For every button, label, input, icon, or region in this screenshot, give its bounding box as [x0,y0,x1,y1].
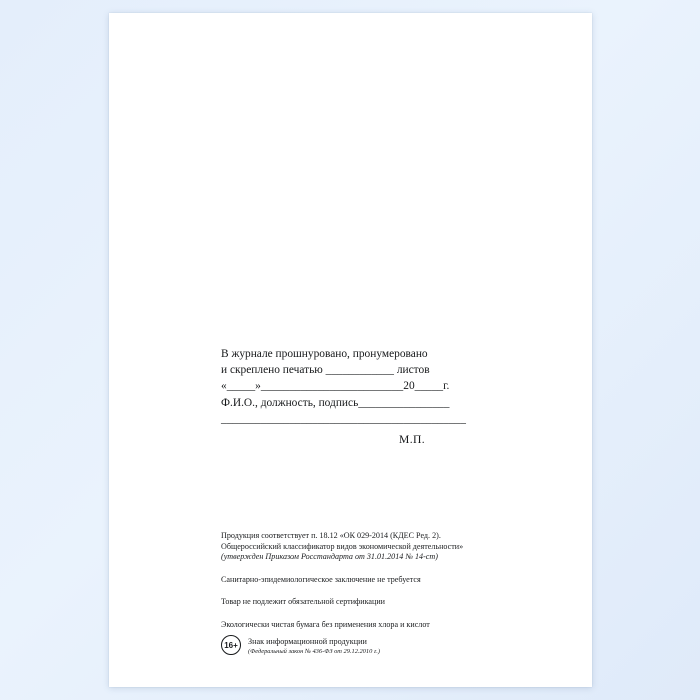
okved-line-2: Общероссийский классификатор видов экономической деятельности» [221,541,464,551]
seal-mark-label: М.П. [399,433,426,446]
age-rating-badge-icon: 16+ [221,635,241,655]
age-rating-texts [248,635,380,656]
eco-paper-notice: Экологически чистая бумага без применения хлора и кислот [221,619,430,629]
certification-statement-block [221,346,521,427]
age-rating-law-note: (Федеральный закон № 436-ФЗ от 29.12.2010 г.) [248,648,381,655]
okved-line-1: Продукция соответствует п. 18.12 «ОК 029-2014 (КДЕС Ред. 2). [221,531,441,540]
okved-paragraph [221,531,541,563]
okved-line-3: (утвержден Приказом Росстандарта от 31.01.2014 № 14-ст) [221,552,438,562]
statement-date-line: «_____»_________________________20_____г. [221,380,450,393]
legal-notices-block [221,531,541,631]
statement-line-2: и скреплено печатью ____________ листов [221,364,430,377]
statement-signature-line: Ф.И.О., должность, подпись________________ [221,396,450,409]
statement-line-1: В журнале прошнуровано, пронумеровано [221,348,428,360]
sanitary-notice: Санитарно-эпидемиологическое заключение не требуется [221,574,421,584]
document-page [109,13,592,687]
certification-notice: Товар не подлежит обязательной сертификации [221,597,386,607]
age-rating-row [221,635,380,656]
statement-blank-line: ___________________________________________ [221,412,466,425]
age-rating-label: Знак информационной продукции [248,637,367,646]
